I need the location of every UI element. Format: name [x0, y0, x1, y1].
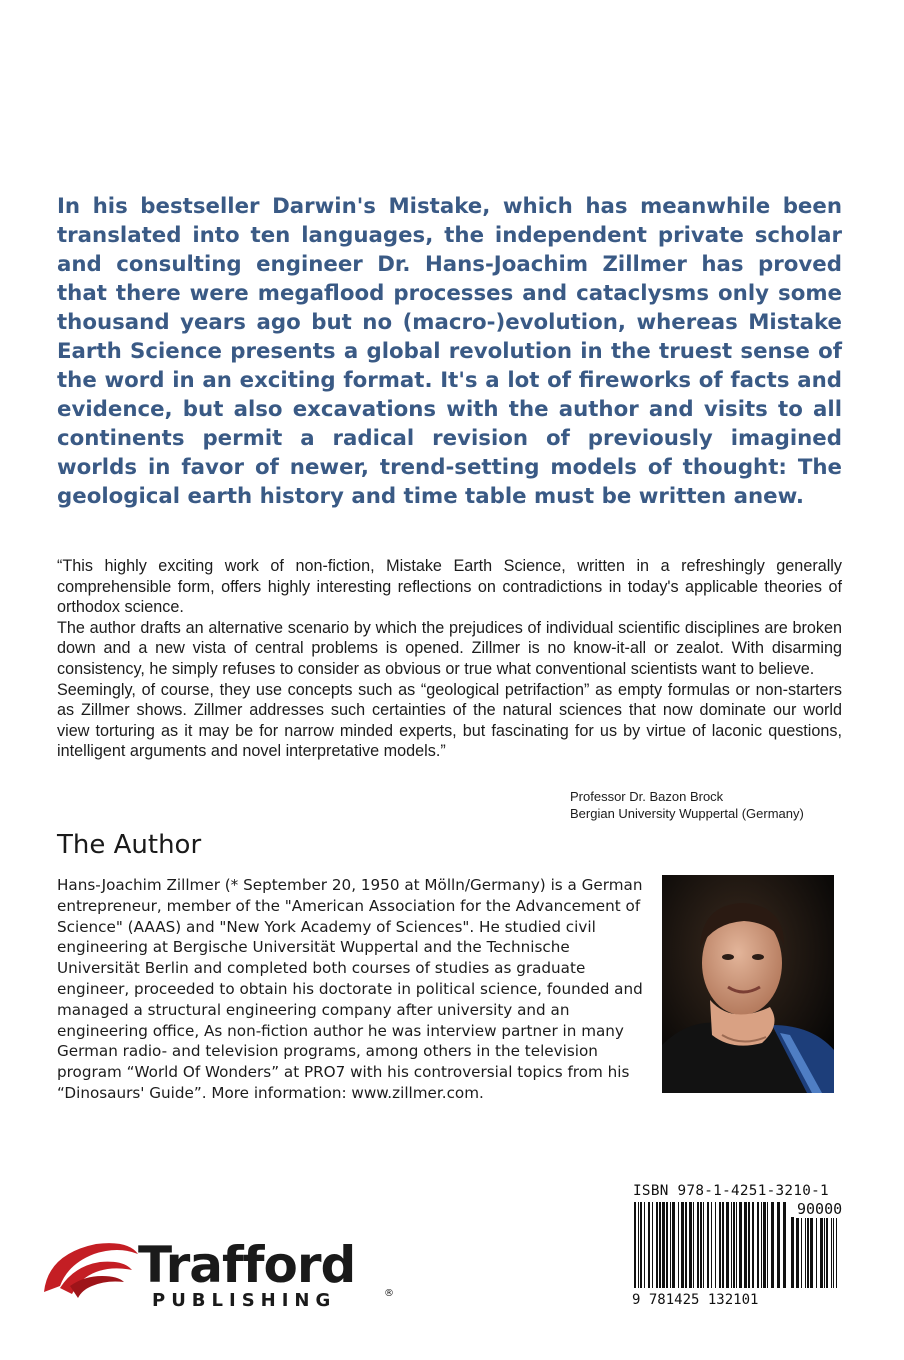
barcode-bar	[700, 1202, 702, 1288]
barcode-bar	[648, 1202, 650, 1288]
barcode-bar	[771, 1202, 774, 1288]
quote-paragraph: The author drafts an alternative scenario by which the prejudices of individual scientific disciplines are broken down and a new vista of central problems is opened. Zillmer is no know-it-all or zealot. With disarming consistency, he simply refuses to consider as obvious or true what conventional scientists want to believe.	[57, 618, 842, 678]
barcode-bar	[697, 1202, 699, 1288]
ean-digits: 9 781425 132101	[632, 1292, 759, 1308]
barcode-bar	[820, 1217, 823, 1288]
author-heading: The Author	[57, 830, 202, 860]
barcode-bar	[831, 1217, 832, 1288]
barcode-bar	[638, 1202, 639, 1288]
barcode-bar	[703, 1202, 704, 1288]
barcode-bar	[739, 1202, 742, 1288]
publisher-logo	[40, 1236, 400, 1316]
registered-mark: ®	[384, 1288, 394, 1299]
barcode-bar	[634, 1202, 636, 1288]
attribution-affiliation: Bergian University Wuppertal (Germany)	[570, 806, 804, 821]
barcode-bar	[744, 1202, 747, 1288]
barcode-bar	[816, 1217, 817, 1288]
barcode-bar	[722, 1202, 724, 1288]
review-quote	[57, 556, 842, 762]
barcode-bar	[672, 1202, 675, 1288]
quote-attribution	[570, 788, 870, 822]
barcode-bar	[666, 1202, 668, 1288]
barcode-bar	[807, 1217, 809, 1288]
barcode-bar	[719, 1202, 721, 1288]
barcode-bar	[757, 1202, 759, 1288]
barcode-bar	[693, 1202, 694, 1288]
barcode-bar	[763, 1202, 766, 1288]
barcode-bar	[777, 1202, 780, 1288]
barcode-bar	[678, 1202, 679, 1288]
barcode-bar	[685, 1202, 687, 1288]
barcode-bar	[733, 1202, 735, 1288]
barcode-bar	[640, 1202, 642, 1288]
barcode-bar	[644, 1202, 645, 1288]
barcode-bar	[752, 1202, 754, 1288]
barcode-bar	[662, 1202, 665, 1288]
barcode-bar	[783, 1202, 786, 1288]
barcode-bar	[736, 1202, 737, 1288]
isbn-text: ISBN 978-1-4251-3210-1	[633, 1183, 829, 1199]
author-photo	[662, 875, 834, 1093]
quote-paragraph: Seemingly, of course, they use concepts such as “geological petrifaction” as empty formulas or non-starters as Zillmer shows. Zillmer addresses such certainties of the natural sciences that now dominate our world view torturing as it may be for narrow minded experts, but fascinating for us by virtue of laconic questions, intelligent arguments and novel interpretative models.”	[57, 680, 842, 761]
barcode-bar	[833, 1217, 834, 1288]
barcode-bar	[767, 1202, 768, 1288]
blurb-text: In his bestseller Darwin's Mistake, which has meanwhile been translated into ten languages, the independent private scholar and consulting engineer Dr. Hans-Joachim Zillmer has proved that there were megaflood processes and cataclysms only some thousand years ago but no (macro-)evolution, whereas Mistake Earth Science presents a global revolution in the truest sense of the word in an exciting format. It's a lot of fireworks of facts and evidence, but also excavations with the author and visits to all continents permit a radical revision of previously imagined worlds in favor of newer, trend-setting models of thought: The geological earth history and time table must be written anew.	[57, 194, 842, 509]
author-portrait-image	[662, 875, 834, 1093]
trafford-swoosh-icon	[40, 1236, 140, 1302]
barcode-bar	[826, 1217, 828, 1288]
barcode-bar	[796, 1217, 799, 1288]
barcode-bar	[656, 1202, 658, 1288]
quote-paragraph: “This highly exciting work of non-fiction, Mistake Earth Science, written in a refreshingly generally comprehensible form, offers highly interesting reflections on contradictions in today's applicable theories of orthodox science.	[57, 557, 842, 617]
author-bio: Hans-Joachim Zillmer (* September 20, 1950 at Mölln/Germany) is a German entrepreneur, member of the "American Association for the Advancement of Science" (AAAS) and "New York Academy of Sciences". He studied civil engineering at Bergische Universität Wuppertal and the Technische Universität Berlin and completed both courses of studies as graduate engineer, proceeded to obtain his doctorate in political science, founded and managed a structural engineering company after university and an engineering office, As non-fiction author he was interview partner in many German radio- and television programs, among others in the television program “World Of Wonders” at PRO7 with his controversial topics from his “Dinosaurs' Guide”. More information: www.zillmer.com.	[57, 876, 643, 1102]
ean-barcode	[633, 1202, 786, 1288]
barcode-bar	[810, 1217, 813, 1288]
price-code: 90000	[797, 1200, 843, 1218]
barcode-bar	[726, 1202, 729, 1288]
barcode-bar	[707, 1202, 709, 1288]
barcode-bar	[805, 1217, 806, 1288]
barcode-bar	[711, 1202, 712, 1288]
barcode-bar	[791, 1217, 794, 1288]
barcode-bar	[681, 1202, 684, 1288]
publisher-subline: PUBLISHING	[152, 1290, 337, 1311]
attribution-name: Professor Dr. Bazon Brock	[570, 789, 724, 804]
barcode-bar	[689, 1202, 692, 1288]
barcode-bar	[659, 1202, 661, 1288]
barcode-bar	[824, 1217, 825, 1288]
barcode-bar	[801, 1217, 802, 1288]
barcode-bar	[836, 1217, 837, 1288]
barcode-bar	[652, 1202, 653, 1288]
barcode-bar	[670, 1202, 671, 1288]
barcode-bar	[748, 1202, 750, 1288]
barcode-bar	[761, 1202, 762, 1288]
barcode-bar	[715, 1202, 716, 1288]
publisher-name: Trafford	[138, 1236, 356, 1294]
price-addon-barcode	[790, 1217, 838, 1288]
barcode-bar	[731, 1202, 732, 1288]
